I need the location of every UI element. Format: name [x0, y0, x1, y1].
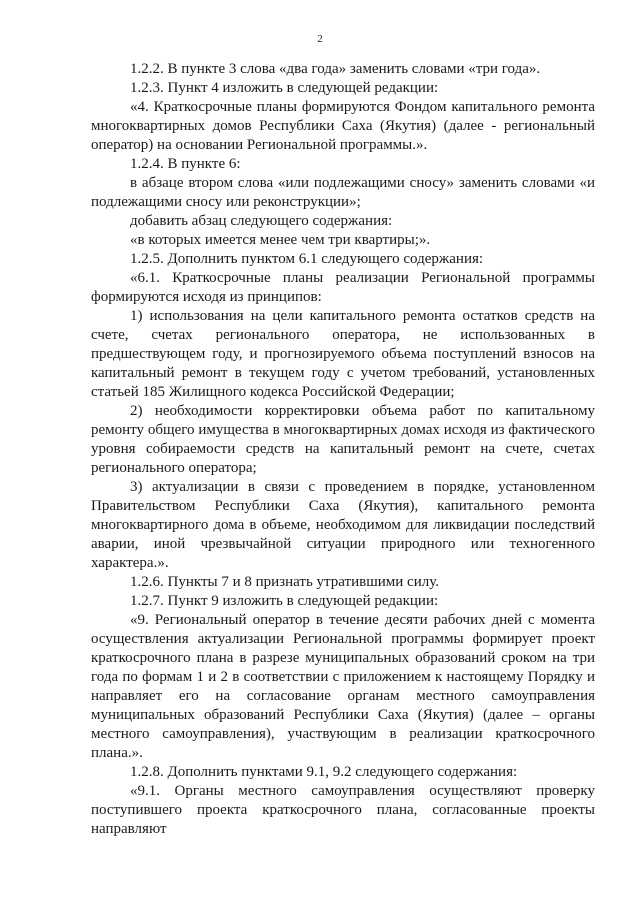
paragraph-1-2-3: 1.2.3. Пункт 4 изложить в следующей редакции:: [130, 80, 439, 96]
paragraph-1-2-5: 1.2.5. Дополнить пунктом 6.1 следующего содержания:: [130, 251, 484, 267]
page-number: 2: [317, 33, 323, 45]
paragraph-abzac-2: в абзаце втором слова «или подлежащими сносу» заменить словами «и подлежащими сносу или реконструкции»;: [91, 175, 595, 210]
paragraph-principle-3: 3) актуализации в связи с проведением в порядке, установленном Правительством Республики Саха (Якутия), капитального ремонта многоквартирного дома в объеме, необходимом для ликвидации последствий аварии, иной чрезвычайной ситуации природного или техногенного характера.».: [91, 479, 595, 571]
paragraph-1-2-8: 1.2.8. Дополнить пунктами 9.1, 9.2 следующего содержания:: [130, 764, 518, 780]
paragraph-1-2-6: 1.2.6. Пункты 7 и 8 признать утратившими силу.: [130, 574, 439, 590]
paragraph-1-2-4: 1.2.4. В пункте 6:: [130, 156, 241, 172]
paragraph-point-6-1: «6.1. Краткосрочные планы реализации Региональной программы формируются исходя из принципов:: [91, 270, 595, 305]
paragraph-1-2-2: 1.2.2. В пункте 3 слова «два года» заменить словами «три года».: [130, 61, 541, 77]
paragraph-principle-2: 2) необходимости корректировки объема работ по капитальному ремонту общего имущества в многоквартирных домах исходя из фактического уровня собираемости средств на капитальный ремонт на счете, счетах регионального оператора;: [91, 403, 595, 476]
paragraph-add-abzac: добавить абзац следующего содержания:: [130, 213, 393, 229]
paragraph-point-4: «4. Краткосрочные планы формируются Фондом капитального ремонта многоквартирных домов Республики Саха (Якутия) (далее - региональный оператор) на основании Региональной программы.».: [91, 99, 595, 153]
document-body: [91, 60, 595, 839]
paragraph-1-2-7: 1.2.7. Пункт 9 изложить в следующей редакции:: [130, 593, 439, 609]
paragraph-point-9: «9. Региональный оператор в течение десяти рабочих дней с момента осуществления актуализации Региональной программы формирует проект краткосрочного плана в разрезе муниципальных образований сроком на три года по формам 1 и 2 в соответствии с приложением к настоящему Порядку и направляет его на согласование органам местного самоуправления муниципальных образований Республики Саха (Якутия) (далее – органы местного самоуправления), участвующим в реализации краткосрочного плана.».: [91, 612, 595, 761]
paragraph-quote-apartments: «в которых имеется менее чем три квартиры;».: [130, 232, 431, 248]
paragraph-principle-1: 1) использования на цели капитального ремонта остатков средств на счете, счетах регионального оператора, не использованных в предшествующем году, и прогнозируемого объема поступлений взносов на капитальный ремонт в текущем году с учетом требований, установленных статьей 185 Жилищного кодекса Российской Федерации;: [91, 308, 595, 400]
paragraph-point-9-1: «9.1. Органы местного самоуправления осуществляют проверку поступившего проекта краткосрочного плана, согласованные проекты направляют: [91, 783, 595, 837]
